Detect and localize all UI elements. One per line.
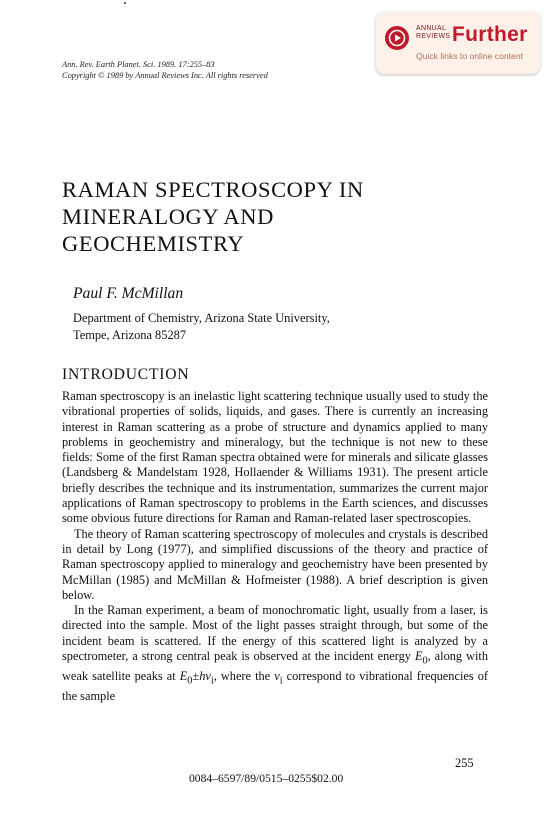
title-line: MINERALOGY AND <box>62 204 274 229</box>
title-line: GEOCHEMISTRY <box>62 231 245 256</box>
author-affiliation: Department of Chemistry, Arizona State University, Tempe, Arizona 85287 <box>73 311 330 342</box>
further-badge[interactable] <box>376 12 540 74</box>
paragraph: The theory of Raman scattering spectroscopy of molecules and crystals is described in detail by Long (1977), and simplified discussions of the theory and practice of Raman spectroscopy applied to mineralogy and geochemistry have been presented by McMillan (1985) and McMillan & Hofmeister (1988). A brief description is given below. <box>62 526 488 602</box>
section-heading: INTRODUCTION <box>62 366 190 383</box>
journal-citation <box>62 60 268 81</box>
stray-dot <box>124 2 126 4</box>
article-title <box>62 176 364 257</box>
footer-code: 0084–6597/89/0515–0255$02.00 <box>189 772 344 785</box>
body-text <box>62 389 488 704</box>
annual-reviews-logo-icon <box>385 26 409 50</box>
annual-reviews-label: ANNUAL REVIEWS <box>416 25 451 40</box>
page-number: 255 <box>455 756 474 770</box>
copyright-line: Copyright © 1989 by Annual Reviews Inc. All rights reserved <box>62 70 268 80</box>
paragraph: In the Raman experiment, a beam of monochromatic light, usually from a laser, is directed into the sample. Most of the light passes straight through, but some of the incident beam is scattered. If the energy of this scattered light is analyzed by a spectrometer, a strong central peak is observed at the incident energy $E_0$, along with weak satellite peaks at $E_0\pm h\nu_i$, where the $\nu_i$ correspond to vibrational frequencies of the sample <box>62 603 489 703</box>
badge-tagline: Quick links to online content <box>416 51 524 61</box>
further-label: Further <box>452 23 528 46</box>
citation-line: Ann. Rev. Earth Planet. Sci. 1989. 17:255–83 <box>62 60 215 69</box>
paragraph: Raman spectroscopy is an inelastic light scattering technique usually used to study the vibrational properties of solids, liquids, and gases. There is currently an increasing interest in Raman scattering as a probe of structure and dynamics applied to many problems in geochemistry and mineralogy, but the technique is not new to these fields: Some of the first Raman spectra obtained were for minerals and silicate glasses (Landsberg & Mandelstam 1928, Hollaender & Williams 1931). The present article briefly describes the technique and its instrumentation, summarizes the current major applications of Raman spectroscopy to problems in the Earth sciences, and discusses some obvious future directions for Raman and Raman-related laser spectroscopies. <box>62 389 488 526</box>
author-name: Paul F. McMillan <box>73 285 184 302</box>
title-line: RAMAN SPECTROSCOPY IN <box>62 177 364 202</box>
